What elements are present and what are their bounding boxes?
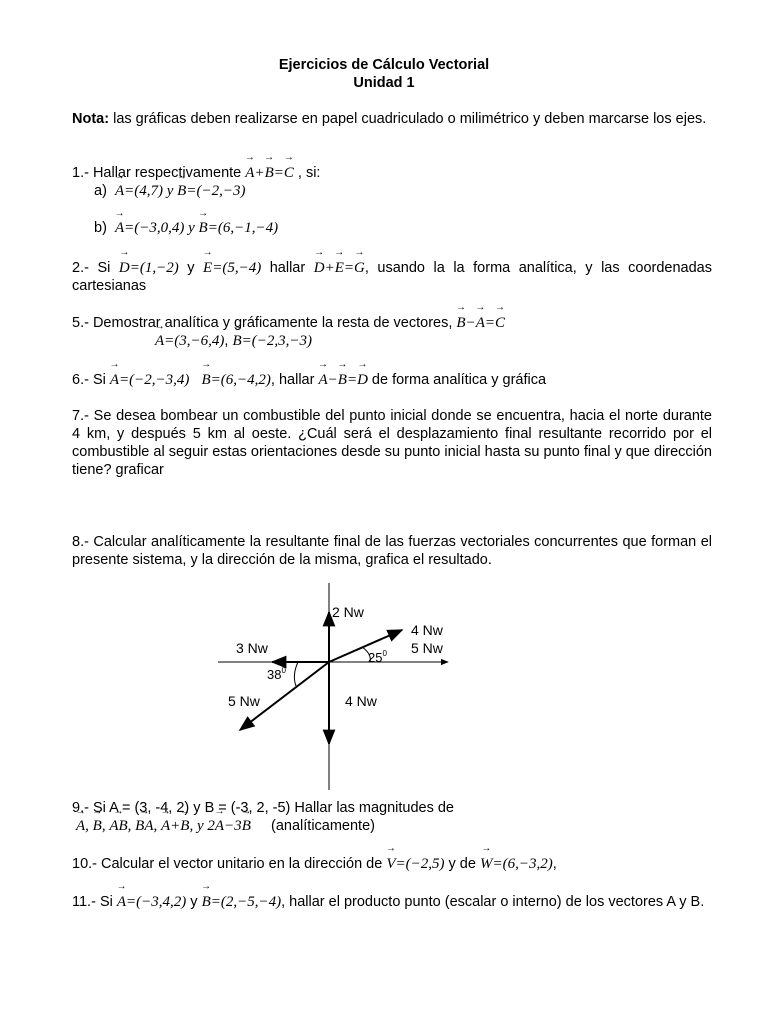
doc-subtitle: Unidad 1 xyxy=(353,75,415,91)
ex11-lead: 11.- Si xyxy=(72,894,117,910)
exercise-1a: a) → A=(4,7) y → B=(−2,−3) xyxy=(94,183,245,200)
ex2-e-value: =(5,−4) xyxy=(212,260,262,276)
ex2-y: y xyxy=(178,260,204,276)
exercise-8: 8.- Calcular analíticamente la resultante final de las fuerzas vectoriales concurrentes que forman el presente sistema, y la dirección de la misma, grafica el resultado. xyxy=(72,534,712,568)
exercise-7: 7.- Se desea bombear un combustible del punto inicial donde se encuentra, hacia el norte durante 4 km, y después 5 km al oeste. ¿Cuál será el desplazamiento final resultante recorrido por el combustible al seguir estas orientaciones desde su punto inicial hasta su punto final y que dirección tiene? graficar xyxy=(72,408,712,478)
note-label: Nota: xyxy=(72,111,110,127)
ex1a-a-value: =(4,7) y xyxy=(124,183,178,199)
exercise-5: 5.- Demostrar analítica y gráficamente la resta de vectores, → B−→ A=→ C xyxy=(72,314,712,332)
ex1-lead: 1.- Hallar respectivamente xyxy=(72,165,246,181)
force-right-up-arrow xyxy=(329,630,402,662)
ex6-hallar: , hallar xyxy=(270,372,319,388)
exercise-1 xyxy=(72,164,712,182)
ex1b-label: b) xyxy=(94,220,107,236)
ex1b-b-value: =(6,−1,−4) xyxy=(207,220,279,236)
note-text: las gráficas deben realizarse en papel cuadriculado o milimétrico y deben marcarse los ejes. xyxy=(109,111,707,127)
ex10-w-value: =(6,−3,2) xyxy=(492,856,553,872)
exercise-6: 6.- Si → A=(−2,−3,4) → B=(6,−4,2), hallar → A−→ B=→ D de forma analítica y gráfica xyxy=(72,371,712,389)
angle-25-label: $25^0$ xyxy=(368,649,387,665)
ex1-formula: → A+→ B=→ C xyxy=(245,165,294,181)
ex11-tail: , hallar el producto punto (escalar o interno) de los vectores A y B. xyxy=(281,894,705,910)
label-5nw-left: 5 Nw xyxy=(228,693,260,709)
force-diagram xyxy=(0,578,768,808)
ex6-a-value: =(−2,−3,4) xyxy=(119,372,190,388)
label-5nw-right: 5 Nw xyxy=(411,640,443,656)
exercise-5-values: → A=(3,−6,4), → B=(−2,3,−3) xyxy=(155,333,312,350)
ex5-lead: 5.- Demostrar analítica y gráficamente la resta de vectores, xyxy=(72,315,457,331)
label-4nw-down: 4 Nw xyxy=(345,693,377,709)
ex10-lead: 10.- Calcular el vector unitario en la dirección de xyxy=(72,856,387,872)
ex1b-a-value: =(−3,0,4) y xyxy=(124,220,199,236)
exercise-9: 9.- Si A = (3, -4, 2) y B = (-3, 2, -5) Hallar las magnitudes de xyxy=(72,800,454,816)
ex10-tail: , xyxy=(552,856,557,872)
note-paragraph xyxy=(72,110,712,128)
ex5-a-value: =(3,−6,4) xyxy=(164,333,225,349)
ex9-tail: (analíticamente) xyxy=(271,818,375,834)
exercise-9-vectors: → A, → B, → AB, → BA, → A+→ B, y 2→ A−3→ B (analíticamente) xyxy=(76,818,375,835)
label-2nw: 2 Nw xyxy=(332,604,364,620)
ex2-tail: , usando la la forma analítica, y las coordenadas cartesianas xyxy=(72,260,712,294)
angle-38-label: $38^0$ xyxy=(267,666,286,682)
ex6-lead: 6.- Si xyxy=(72,372,110,388)
ex2-lead: 2.- Si xyxy=(72,260,119,276)
label-4nw-right: 4 Nw xyxy=(411,622,443,638)
exercise-1b: b) → A=(−3,0,4) y → B=(6,−1,−4) xyxy=(94,220,278,237)
exercise-10: 10.- Calcular el vector unitario en la dirección de → V=(−2,5) y de → W=(6,−3,2), xyxy=(72,855,712,873)
ex5-b-value: =(−2,3,−3) xyxy=(241,333,312,349)
label-3nw: 3 Nw xyxy=(236,640,268,656)
ex11-y: y xyxy=(186,894,202,910)
ex2-d-value: =(1,−2) xyxy=(129,260,179,276)
angle-arc-left xyxy=(294,662,298,686)
ex10-v-value: =(−2,5) xyxy=(395,856,445,872)
ex6-b-value: =(6,−4,2) xyxy=(210,372,271,388)
ex1a-b-value: =(−2,−3) xyxy=(186,183,246,199)
ex2-hallar: hallar xyxy=(261,260,314,276)
exercise-11: 11.- Si → A=(−3,4,2) y → B=(2,−5,−4), hallar el producto punto (escalar o interno) de los vectores A y B. xyxy=(72,893,712,911)
exercise-2: 2.- Si → D=(1,−2) y → E=(5,−4) hallar → D+→ E=→ G, usando la la forma analítica, y las coordenadas cartesianas xyxy=(72,259,712,295)
doc-title: Ejercicios de Cálculo Vectorial xyxy=(278,57,490,73)
ex1a-label: a) xyxy=(94,183,107,199)
ex11-a-value: =(−3,4,2) xyxy=(126,894,187,910)
ex1-tail: , si: xyxy=(293,165,321,181)
ex6-tail: de forma analítica y gráfica xyxy=(367,372,547,388)
ex10-y: y de xyxy=(444,856,480,872)
ex11-b-value: =(2,−5,−4) xyxy=(210,894,282,910)
